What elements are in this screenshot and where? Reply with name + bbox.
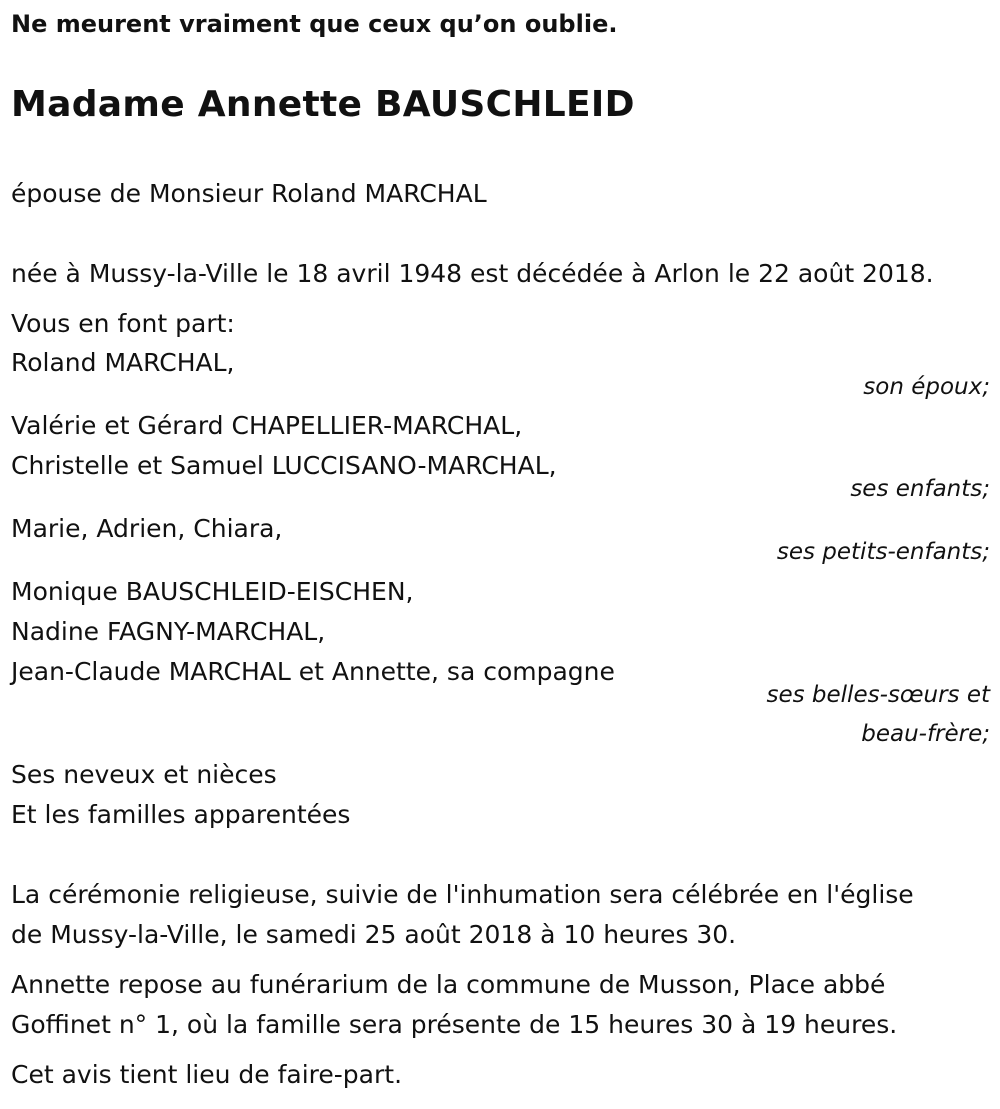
others-line: Ses neveux et nièces [11, 760, 277, 789]
grandchildren-names: Marie, Adrien, Chiara, [11, 514, 283, 543]
child-name: Valérie et Gérard CHAPELLIER-MARCHAL, [11, 411, 523, 440]
deceased-name: Madame Annette BAUSCHLEID [11, 84, 635, 125]
ceremony-line: La cérémonie religieuse, suivie de l'inhumation sera célébrée en l'église [11, 880, 914, 909]
in-law-name: Nadine FAGNY-MARCHAL, [11, 617, 326, 646]
motto: Ne meurent vraiment que ceux qu’on oublie. [11, 10, 618, 38]
spouse-relation: son époux; [863, 374, 990, 400]
grandchildren-relation: ses petits-enfants; [776, 539, 990, 565]
ceremony-line: de Mussy-la-Ville, le samedi 25 août 2018 à 10 heures 30. [11, 920, 737, 949]
spouse-line: épouse de Monsieur Roland MARCHAL [11, 179, 487, 208]
closing-line: Cet avis tient lieu de faire-part. [11, 1060, 403, 1089]
funeral-home-line: Annette repose au funérarium de la commune de Musson, Place abbé [11, 970, 886, 999]
spouse-name: Roland MARCHAL, [11, 348, 235, 377]
child-name: Christelle et Samuel LUCCISANO-MARCHAL, [11, 451, 557, 480]
children-relation: ses enfants; [850, 476, 990, 502]
in-laws-relation: beau-frère; [861, 721, 990, 747]
in-law-name: Jean-Claude MARCHAL et Annette, sa compagne [11, 657, 615, 686]
others-line: Et les familles apparentées [11, 800, 351, 829]
funeral-home-line: Goffinet n° 1, où la famille sera présente de 15 heures 30 à 19 heures. [11, 1010, 898, 1039]
birth-death-line: née à Mussy-la-Ville le 18 avril 1948 est décédée à Arlon le 22 août 2018. [11, 259, 934, 288]
in-law-name: Monique BAUSCHLEID-EISCHEN, [11, 577, 414, 606]
announce-intro: Vous en font part: [11, 309, 235, 338]
in-laws-relation: ses belles-sœurs et [766, 682, 990, 708]
